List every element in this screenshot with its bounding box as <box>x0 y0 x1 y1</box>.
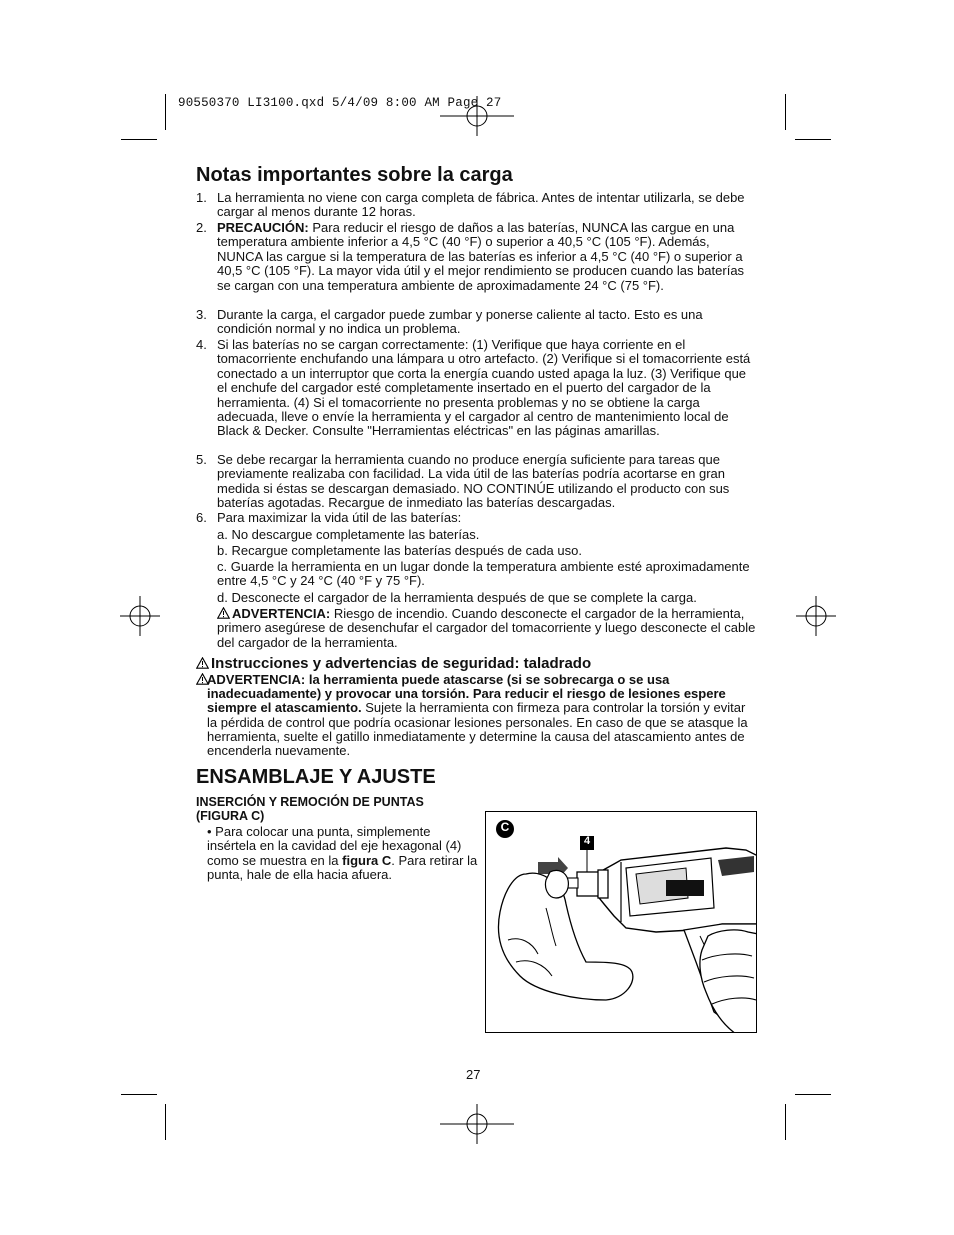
section-title-assembly: ENSAMBLAJE Y AJUSTE <box>196 766 436 788</box>
sub-list-item: a. No descargue completamente las baterías. <box>217 527 480 542</box>
precaution-label: PRECAUCIÓN: <box>217 220 309 235</box>
bit-insertion-instructions: • Para colocar una punta, simplemente insértela en la cavidad del eje hexagonal (4) como se muestra en la figura C. Para retirar la punta, hale de ella hacia afuera. <box>207 824 478 883</box>
warning-triangle-icon <box>196 673 209 685</box>
list-item: 4. Si las baterías no se cargan correctamente: (1) Verifique que haya corriente en el tomacorriente enchufando una lámpara u otro artefacto. (2) Verifique si el tomacorriente está conectado a un interruptor que corta la energía cuando usted apaga la luz. (3) Verifique que el enchufe del cargador esté completamente insertado en el puerto del cargador de la herramienta. (4) Si el tomacorriente no presenta problemas y no se obtiene la carga adecuada, lleve o envíe la herramienta y el cargador al centro de mantenimiento local de Black & Decker. Consulte "Herramientas eléctricas" en las páginas amarillas. <box>196 337 751 439</box>
subsection-title-bits: INSERCIÓN Y REMOCIÓN DE PUNTAS (FIGURA C) <box>196 795 424 823</box>
crop-mark <box>165 1104 166 1140</box>
registration-target-icon <box>796 596 836 636</box>
page-number: 27 <box>466 1067 481 1082</box>
list-item: 2. PRECAUCIÓN: Para reducir el riesgo de daños a las baterías, NUNCA las cargue en una temperatura ambiente inferior a 4,5 °C (40 °F) o superior a 40,5 °C (105 °F). Además, NUNCA las cargue si la temperatura de las baterías es inferior a 4,5 °C (40 °F) o superior a 40,5 °C (105 °F). La mayor vida útil y el mejor rendimiento se producen cuando las baterías se cargan con una temperatura ambiente de aproximadamente 24 °C (75 °F). <box>196 220 745 293</box>
list-item: 1. La herramienta no viene con carga completa de fábrica. Antes de intentar utilizarla, se debe cargar al menos durante 12 horas. <box>196 190 745 220</box>
drilling-warning: ADVERTENCIA: la herramienta puede atascarse (si se sobrecarga o se usa inadecuadamente) y provocar una torsión. Para reducir el riesgo de lesiones espere siempre el atascamiento. Sujete la herramienta con firmeza para controlar la torsión y evitar la pérdida de control que podría ocasionar lesiones personales. En caso de que se atasque la herramienta, suelte el gatillo inmediatamente y determine la causa del atascamiento antes de encenderla nuevamente. <box>196 673 756 758</box>
sub-list-item: d. Desconecte el cargador de la herramienta después de que se complete la carga. <box>217 590 697 605</box>
registration-target-icon <box>120 596 160 636</box>
crop-mark <box>121 1094 157 1095</box>
crop-mark <box>785 94 786 130</box>
figure-label: C <box>500 820 510 834</box>
warning-triangle-icon <box>217 607 230 619</box>
section-title-safety: Instrucciones y advertencias de seguridad: taladrado <box>196 655 591 672</box>
registration-target-icon <box>440 1104 514 1144</box>
fire-warning: ADVERTENCIA: Riesgo de incendio. Cuando desconecte el cargador de la herramienta, primero asegúrese de desenchufar el cargador del tomacorriente y luego desconecte el cable del cargador de la herramienta. <box>217 606 756 650</box>
crop-mark <box>795 1094 831 1095</box>
section-title-charging: Notas importantes sobre la carga <box>196 164 513 186</box>
list-item: 5. Se debe recargar la herramienta cuando no produce energía suficiente para tareas que previamente realizaba con facilidad. La vida útil de las baterías podría acortarse en gran medida si éstas se descargan demasiado. NO CONTINÚE utilizando el producto con sus baterías agotadas. Recargue de inmediato las baterías descargadas. <box>196 452 730 511</box>
crop-mark <box>121 139 157 140</box>
callout-number: 4 <box>583 835 591 847</box>
drill-illustration <box>486 812 757 1033</box>
warning-triangle-icon <box>196 657 209 669</box>
list-item: 3. Durante la carga, el cargador puede zumbar y ponerse caliente al tacto. Esto es una condición normal y no indica un problema. <box>196 307 703 337</box>
crop-mark <box>785 1104 786 1140</box>
sub-list-item: c. Guarde la herramienta en un lugar donde la temperatura ambiente esté aproximadamente entre 4,5 °C y 24 °C (40 °F y 75 °F). <box>217 559 750 589</box>
crop-mark <box>795 139 831 140</box>
list-item: 6. Para maximizar la vida útil de las baterías: <box>196 510 462 525</box>
sub-list-item: b. Recargue completamente las baterías después de cada uso. <box>217 543 582 558</box>
figure-c <box>485 811 757 1033</box>
file-slug: 90550370 LI3100.qxd 5/4/09 8:00 AM Page 27 <box>178 96 502 110</box>
crop-mark <box>165 94 166 130</box>
